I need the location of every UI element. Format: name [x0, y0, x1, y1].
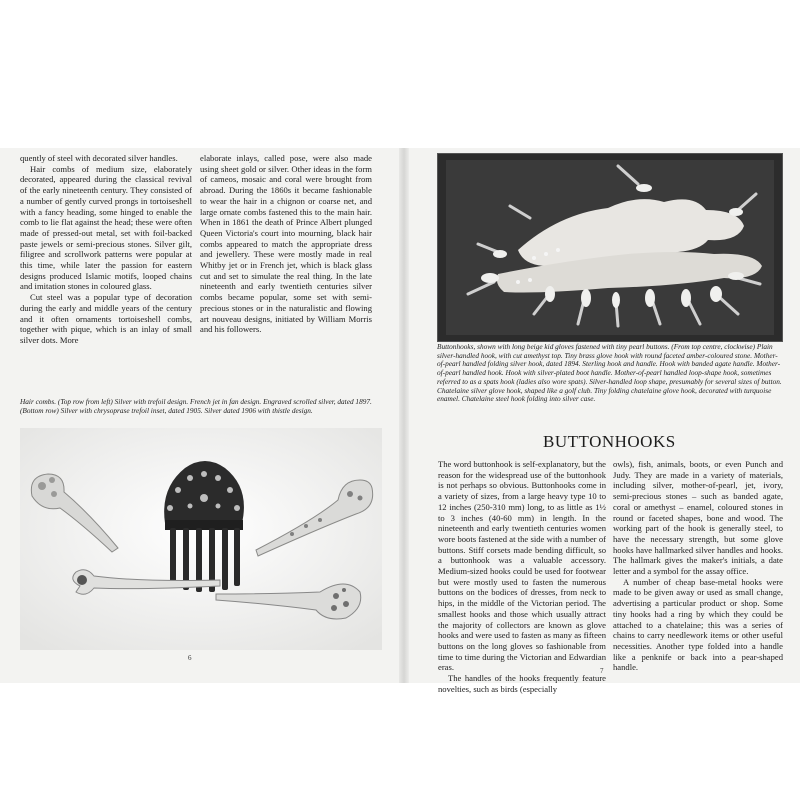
paragraph: Hair combs of medium size, elaborately decorated, appeared during the classical revival of the early nineteenth century. They consisted of a number of gently curved prongs in tortoiseshell with a fancy heading, some hinged to enable the comb to lie flat against the head; these were often made of pressed-out metal, set with foil-backed paste jewels or semi-precious stones. Silver gilt, filigree and scrollwork patterns were popular at this time, while later the passion for eastern designs produced Islamic motifs, looped chains and imitation stones in coloured glass. — [20, 163, 192, 292]
amethyst-hook-handle — [636, 184, 652, 192]
book-gutter — [399, 148, 409, 683]
page-number-right: 7 — [600, 667, 604, 675]
paragraph: quently of steel with decorated silver handles. — [20, 153, 178, 163]
turquoise-enamel-hook — [728, 272, 744, 280]
page-number-left: 6 — [188, 654, 192, 662]
buttonhooks-photo — [437, 153, 783, 342]
paragraph: Cut steel was a popular type of decoration during the early and middle years of the century and it often ornaments tortoiseshell combs, together with pique, which is an inlay of small silver dots. More — [20, 292, 192, 345]
paragraph: A number of cheap base-metal hooks were made to be given away or used as small change, advertising a particular product or shop. Some tiny hooks had a ring by which they could be attached to a chatelaine; this was a series of chains to carry needlework items or other useful necessities. Another type folded into a handle like a penknife or back into a pear-shaped handle. — [613, 576, 783, 673]
buttonhooks-caption: Buttonhooks, shown with long beige kid gloves fastened with tiny pearl buttons. (From top centre, clockwise) Plain silver-handled hook, with cut amethyst top. Tiny brass glove hook with round faceted amber-coloured stone. Mother-of-pearl handled folding silver hook, dated 1894. Sterling hook and handle. Hook with banded agate handle. Mother-of-pearl handled hook. Hook with silver-plated boot handle. Mother-of-pearl handled loop-shape hook, sometimes referred to as a spats hook (ladies also wore spats). Silver-handled loop shape, presumably for several sizes of button. Chatelaine silver glove hook, shaped like a golf club. Tiny folding chatelaine glove hook, decorated with turquoise enamel. Chatelaine steel hook folding into silver case. — [437, 342, 782, 404]
paragraph: elaborate inlays, called pose, were also made using sheet gold or silver. Other ideas in the form of cameos, mosaic and coral were brought from abroad. During the 1860s it became fashionable to wear the hair in a chignon or coarse net, and large ornate combs fastened this to the main hair. When in 1861 the death of Prince Albert plunged Queen Victoria's court into mourning, black hair combs appeared to match the appropriate dress and jewellery. These were mostly made in real Whitby jet or in French jet, which is black glass cut and set to simulate the real thing. In the late nineteenth and early twentieth centuries silver combs became popular, some set with semi-precious stones or in the naturalistic and flowing art nouveau designs, initiated by William Morris and his followers. — [200, 153, 372, 335]
hair-combs-photo — [20, 428, 382, 650]
left-column-1 — [20, 153, 192, 343]
paragraph: owls), fish, animals, boots, or even Punch and Judy. They are made in a variety of materials, including silver, mother-of-pearl, jet, ivory, semi-precious stones – such as banded agate, coral or amethyst – enamel, coloured stones in round or faceted shapes, bone and wood. The working part of the hook is generally steel, to have the necessary strength, but some glove hooks have hallmarked silver handles and hooks. The hallmark gives the maker's initials, a date letter and a symbol for the assay office. — [613, 459, 783, 577]
pearl-handled-hook — [581, 289, 591, 307]
hair-combs-caption: Hair combs. (Top row from left) Silver with trefoil design. French jet in fan design. Engraved scrolled silver, dated 1897. (Bottom row) Silver with chrysoprase trefoil inset, dated 1905. Silver dated 1906 with thistle design. — [20, 397, 372, 415]
paragraph: The word buttonhook is self-explanatory, but the reason for the widespread use of the buttonhook is not perhaps so obvious. Buttonhooks come in a variety of sizes, from a large heavy type 10 to 12 inches (250-310 mm) long, to as little as 1½ to 3 inches (40-60 mm) in length. In the nineteenth and early twentieth centuries women wore boots fastened at the side with a number of buttons. Stiff corsets made bending difficult, so a buttonhook was a valuable accessory. Medium-sized hooks could be used for footwear but were mostly used to fasten the numerous buttons on the bodices of dresses, from neck to hips, in the middle of the Victorian period. The smallest hooks and those which usually attract the majority of collectors are known as glove hooks and were used to fasten as many as fifteen buttons on the long gloves so fashionable from time to time during the Victorian and Edwardian eras. — [438, 459, 606, 673]
left-column-2 — [200, 153, 372, 333]
loop-shape-hook — [645, 289, 655, 307]
silver-loop-hook — [681, 289, 691, 307]
right-column-2 — [613, 459, 783, 673]
right-column-1 — [438, 459, 606, 694]
golf-club-glove-hook — [710, 286, 722, 302]
brass-glove-hook — [493, 250, 507, 258]
paragraph: The handles of the hooks frequently feature novelties, such as birds (especially — [438, 673, 606, 694]
boot-handle-hook — [612, 292, 620, 308]
folding-silver-hook — [481, 273, 499, 283]
section-heading: BUTTONHOOKS — [543, 432, 676, 451]
agate-handled-hook — [545, 286, 555, 302]
steel-chatelaine-hook — [729, 208, 743, 216]
